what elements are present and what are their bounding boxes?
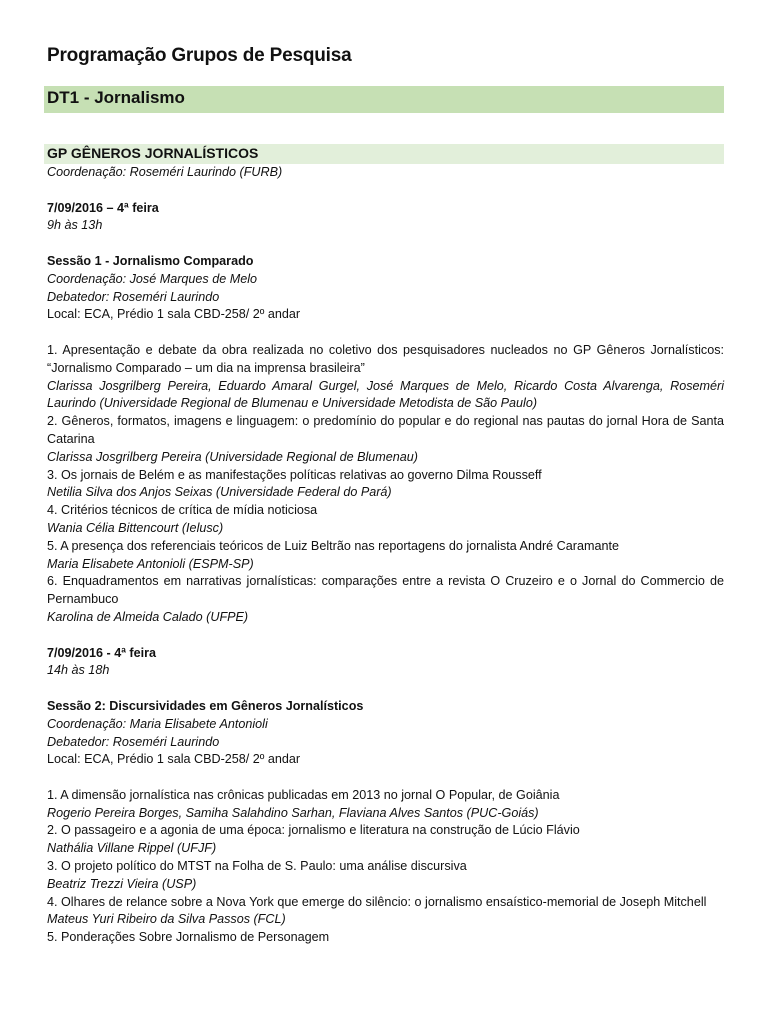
session1-debater: Debatedor: Roseméri Laurindo [47,289,220,304]
paper-authors: Netilia Silva dos Anjos Seixas (Universidade Federal do Pará) [47,485,392,500]
day1-time: 9h às 13h [47,218,103,233]
paper-authors: Mateus Yuri Ribeiro da Silva Passos (FCL) [47,912,286,927]
paper-title: 5. A presença dos referenciais teóricos de Luiz Beltrão nas reportagens do jornalista André Caramante [47,538,619,553]
session2-coordination: Coordenação: Maria Elisabete Antonioli [47,716,268,731]
paper-authors: Rogerio Pereira Borges, Samiha Salahdino Sarhan, Flaviana Alves Santos (PUC-Goiás) [47,805,539,820]
paper-title: 3. O projeto político do MTST na Folha de S. Paulo: uma análise discursiva [47,859,467,874]
session1-location: Local: ECA, Prédio 1 sala CBD-258/ 2º andar [47,307,301,322]
paper-authors: Wania Célia Bittencourt (Ielusc) [47,520,224,535]
paper-title: 4. Olhares de relance sobre a Nova York que emerge do silêncio: o jornalismo ensaístico-memorial de Joseph Mitchell [47,894,707,909]
paper-title: 2. Gêneros, formatos, imagens e linguagem: o predomínio do popular e do regional nas pautas do jornal Hora de Santa Catarina [47,414,724,446]
spacer [47,182,724,200]
spacer [47,235,724,253]
spacer [47,627,724,645]
spacer [47,769,724,787]
spacer [47,680,724,698]
group-header: GP GÊNEROS JORNALÍSTICOS [44,144,724,164]
session1-title: Sessão 1 - Jornalismo Comparado [47,253,254,268]
session1-coordination: Coordenação: José Marques de Melo [47,271,258,286]
paper-title: 2. O passageiro e a agonia de uma época: jornalismo e literatura na construção de Lúcio Flávio [47,823,580,838]
paper-title: 5. Ponderações Sobre Jornalismo de Personagem [47,930,330,945]
schedule-content [47,164,724,947]
day1-date: 7/09/2016 – 4ª feira [47,200,159,215]
day2-time: 14h às 18h [47,663,110,678]
paper-authors: Clarissa Josgrilberg Pereira (Universidade Regional de Blumenau) [47,449,418,464]
paper-authors: Karolina de Almeida Calado (UFPE) [47,609,249,624]
page-title: Programação Grupos de Pesquisa [47,45,352,66]
paper-title: 1. A dimensão jornalística nas crônicas publicadas em 2013 no jornal O Popular, de Goiânia [47,787,560,802]
paper-authors: Maria Elisabete Antonioli (ESPM-SP) [47,556,254,571]
paper-authors: Nathália Villane Rippel (UFJF) [47,841,217,856]
session2-title: Sessão 2: Discursividades em Gêneros Jornalísticos [47,698,364,713]
spacer [47,324,724,342]
paper-authors: Clarissa Josgrilberg Pereira, Eduardo Amaral Gurgel, José Marques de Melo, Ricardo Costa Alvarenga, Roseméri Laurindo (Universidade Regional de Blumenau e Universidade Metodista de São Paulo) [47,378,724,411]
paper-authors: Beatriz Trezzi Vieira (USP) [47,876,197,891]
group-coordination: Coordenação: Roseméri Laurindo (FURB) [47,165,283,179]
session2-location: Local: ECA, Prédio 1 sala CBD-258/ 2º andar [47,752,301,767]
session2-debater: Debatedor: Roseméri Laurindo [47,734,220,749]
paper-title: 1. Apresentação e debate da obra realizada no coletivo dos pesquisadores nucleados no GP Gêneros Jornalísticos: “Jornalismo Comparado – um dia na imprensa brasileira” [47,342,724,375]
day2-date: 7/09/2016 - 4ª feira [47,645,156,660]
paper-title: 4. Critérios técnicos de crítica de mídia noticiosa [47,503,318,518]
paper-title: 6. Enquadramentos em narrativas jornalísticas: comparações entre a revista O Cruzeiro e o Jornal do Commercio de Pernambuco [47,574,724,607]
paper-title: 3. Os jornais de Belém e as manifestações políticas relativas ao governo Dilma Rousseff [47,467,542,482]
division-header: DT1 - Jornalismo [44,86,724,113]
